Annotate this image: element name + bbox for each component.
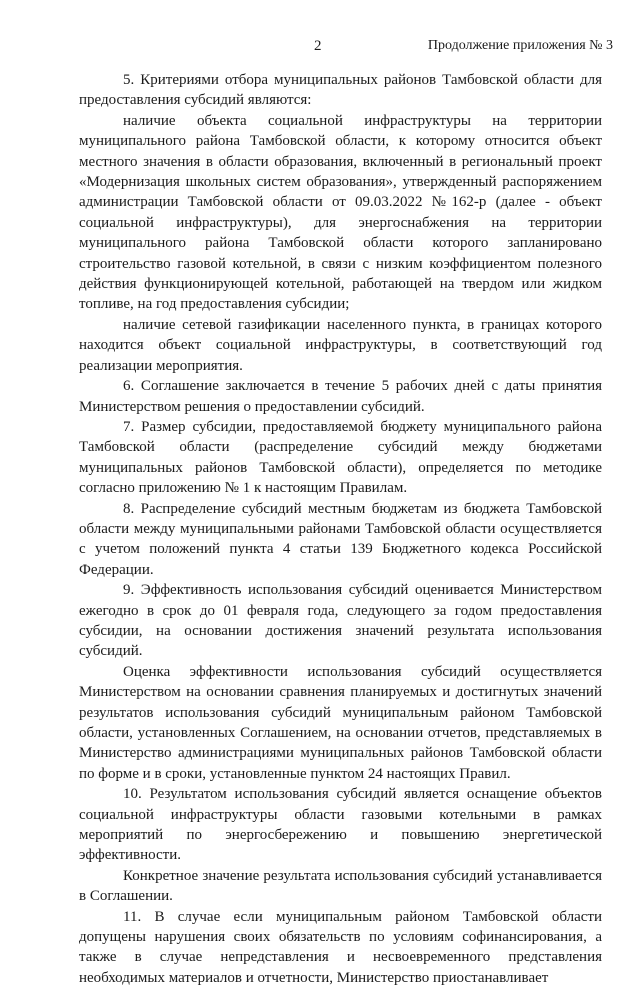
paragraph-selection-criteria: 5. Критериями отбора муниципальных районов Тамбовской области для предоставления субсидий являются:	[79, 72, 602, 109]
document-body	[79, 70, 602, 988]
paragraph-agreement: 6. Соглашение заключается в течение 5 рабочих дней с даты принятия Министерством решения о предоставлении субсидий.	[79, 378, 602, 415]
paragraph-subsidy-amount: 7. Размер субсидии, предоставляемой бюджету муниципального района Тамбовской области (распределение субсидий между бюджетами муниципальных районов Тамбовской области), определяется по методике согласно приложению № 1 к настоящим Правилам.	[79, 418, 602, 497]
paragraph-criterion-gasification: наличие сетевой газификации населенного пункта, в границах которого находится объект социальной инфраструктуры, в соответствующий год реализации мероприятия.	[79, 316, 602, 374]
paragraph-result: 10. Результатом использования субсидий является оснащение объектов социальной инфраструктуры области газовыми котельными в рамках мероприятий по энергосбережению и повышению энергетической эффективности.	[79, 786, 602, 864]
page-number: 2	[314, 38, 322, 54]
appendix-continuation-header: Продолжение приложения № 3	[427, 38, 613, 53]
paragraph-efficiency-evaluation: Оценка эффективности использования субсидий осуществляется Министерством на основании сравнения планируемых и достигнутых значений результатов использования субсидий муниципальным районом Тамбовской области, установленных Соглашением, на основании отчетов, представляемых в Министерство администрациями муниципальных районов Тамбовской области по форме и в сроки, установленные пунктом 24 настоящих Правил.	[79, 663, 602, 782]
paragraph-efficiency: 9. Эффективность использования субсидий оценивается Министерством ежегодно в срок до 01 февраля года, следующего за годом предоставления субсидии, на основании достижения значений результата использования субсидий.	[79, 582, 602, 660]
paragraph-distribution: 8. Распределение субсидий местным бюджетам из бюджета Тамбовской области между муниципальными районами Тамбовской области осуществляется с учетом положений пункта 4 статьи 139 Бюджетного кодекса Российской Федерации.	[79, 500, 602, 578]
paragraph-result-value: Конкретное значение результата использования субсидий устанавливается в Соглашении.	[79, 867, 602, 905]
paragraph-violations: 11. В случае если муниципальным районом Тамбовской области допущены нарушения своих обязательств по условиям софинансирования, а также в случае непредставления и несвоевременного представления необходимых материалов и отчетности, Министерство приостанавливает	[79, 908, 602, 986]
paragraph-criterion-social-infrastructure: наличие объекта социальной инфраструктуры на территории муниципального района Тамбовской области, к которому относится объект местного значения в области образования, включенный в региональный проект «Модернизация школьных систем образования», утвержденный распоряжением администрации Тамбовской области от 09.03.2022 №162-р (далее - объект социальной инфраструктуры), для энергоснабжения на территории муниципального района Тамбовской области которого запланировано строительство газовой котельной, в связи с низким коэффициентом полезного действия функционирующей котельной, работающей на твердом или жидком топливе, на год предоставления субсидии;	[79, 112, 602, 313]
